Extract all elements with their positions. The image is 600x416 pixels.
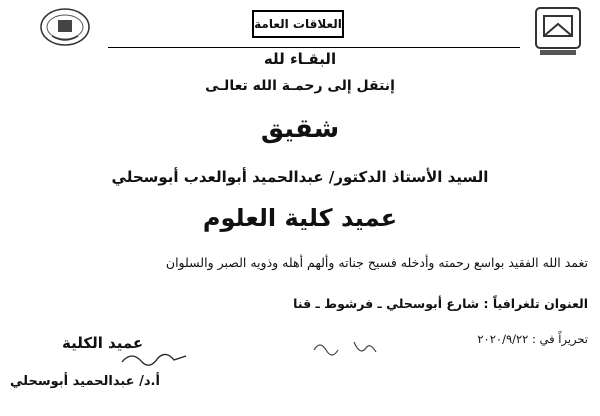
date-label: تحريراً في : xyxy=(532,332,588,346)
relative-name-line: السيد الأستاذ الدكتور/ عبدالحميد أبوالعدب أبوسحلي xyxy=(111,168,489,186)
address-value: شارع أبوسحلي ـ فرشوط ـ قنا xyxy=(293,296,480,311)
condolence-text: تغمد الله الفقيد بواسع رحمته وأدخله فسيح جناته وألهم أهله وذويه الصبر والسلوان xyxy=(165,255,588,270)
handwritten-note-icon xyxy=(310,336,390,362)
address-label: العنوان تلغرافياً : xyxy=(483,296,588,311)
header-divider xyxy=(108,47,520,48)
handwritten-signature-icon xyxy=(120,348,190,370)
relation-title: شقيق xyxy=(260,114,340,144)
university-seal-icon xyxy=(38,6,92,48)
department-title: العلاقات العامة xyxy=(252,10,344,38)
address-line xyxy=(293,296,588,311)
position-title: عميد كلية العلوم xyxy=(202,204,398,232)
date-value: ٢٠٢٠/٩/٢٢ xyxy=(477,332,529,346)
signer-name: أ.د/ عبدالحميد أبوسحلي xyxy=(10,374,160,389)
date-line xyxy=(477,332,588,346)
passed-away-line: إنتقل إلى رحمـة الله تعالـى xyxy=(205,78,395,94)
signer-title: عميد الكلية xyxy=(62,334,144,352)
eternity-line: البقـاء لله xyxy=(263,50,337,68)
